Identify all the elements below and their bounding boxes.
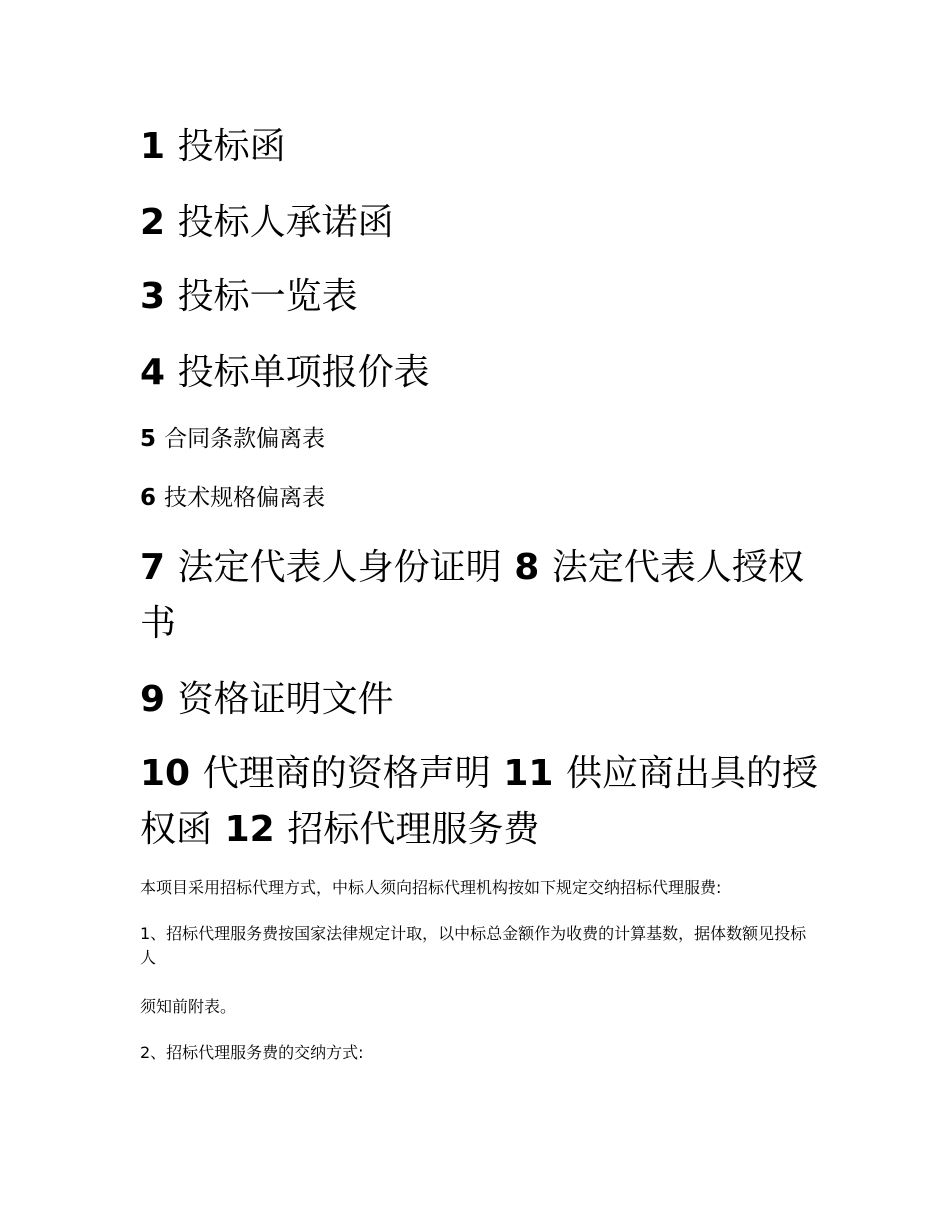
toc-item-5: 5 合同条款偏离表 — [140, 426, 326, 452]
body-item-2-paragraph: 2、招标代理服务费的交纳方式: — [140, 1043, 364, 1062]
toc-item-4: 4 投标单项报价表 — [140, 352, 430, 393]
toc-item-7-8: 7 法定代表人身份证明 8 法定代表人授权书 — [140, 547, 804, 644]
body-intro-paragraph: 本项目采用招标代理方式，中标人须向招标代理机构按如下规定交纳招标代理服费: — [140, 878, 722, 897]
toc-item-2: 2 投标人承诺函 — [140, 202, 394, 243]
body-item-1-paragraph: 1、招标代理服务费按国家法律规定计取，以中标总金额作为收费的计算基数，据体数额见投标人 — [140, 924, 807, 967]
toc-item-6: 6 技术规格偏离表 — [140, 485, 326, 511]
toc-item-3: 3 投标一览表 — [140, 276, 358, 317]
body-item-1-continuation: 须知前附表。 — [140, 997, 237, 1016]
toc-item-9: 9 资格证明文件 — [140, 679, 394, 720]
toc-item-10-12: 10 代理商的资格声明 11 供应商出具的授权函 12 招标代理服务费 — [140, 753, 819, 850]
toc-item-1: 1 投标函 — [140, 126, 286, 167]
